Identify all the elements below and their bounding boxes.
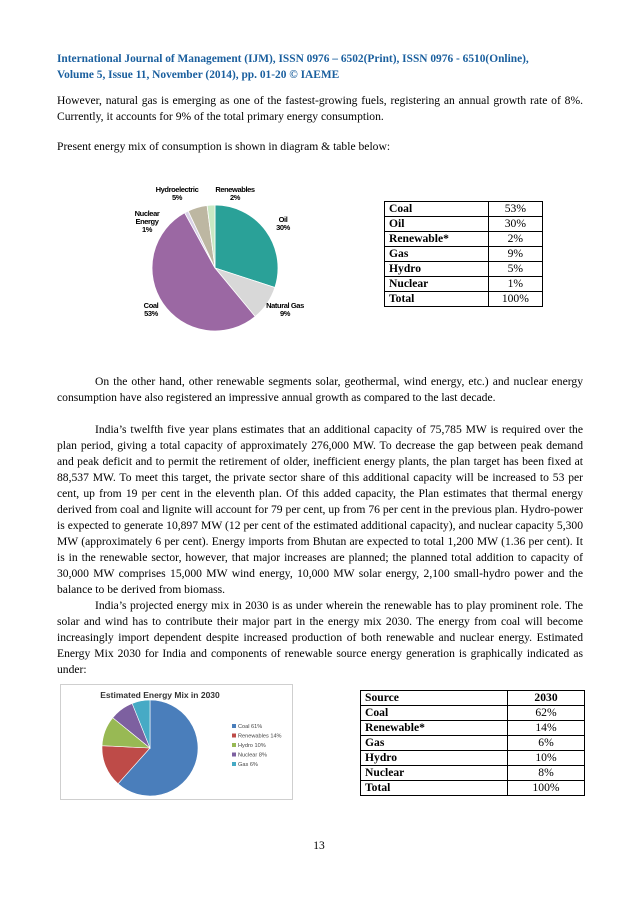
table-row (385, 202, 543, 217)
energy-mix-2030-table (360, 690, 585, 796)
table-row (361, 766, 585, 781)
table-cell-value: 100% (488, 292, 542, 307)
table-cell-value: 5% (488, 262, 542, 277)
table-row (385, 277, 543, 292)
chart-2030-title: Estimated Energy Mix in 2030 (100, 690, 220, 700)
table-cell-source: Renewable* (385, 232, 489, 247)
table-row (385, 232, 543, 247)
pie-label-nuclear-energy: Nuclear Energy 1% (134, 209, 160, 234)
table-row (385, 247, 543, 262)
pie-label-coal: Coal 53% (143, 301, 159, 318)
table-cell-source: Nuclear (385, 277, 489, 292)
legend-label: Gas 6% (238, 762, 258, 768)
legend-swatch (232, 753, 236, 757)
legend-swatch (232, 724, 236, 728)
table-cell-value: 30% (488, 217, 542, 232)
table-header-cell: 2030 (508, 691, 585, 706)
table-row (361, 706, 585, 721)
table-cell-source: Hydro (385, 262, 489, 277)
paragraph-energy-mix-intro: Present energy mix of consumption is shown in diagram & table below: (57, 140, 391, 153)
table2-header-row (361, 691, 585, 706)
table-row (361, 751, 585, 766)
table-cell-value: 62% (508, 706, 585, 721)
table-cell-source: Total (385, 292, 489, 307)
journal-header-line-2: Volume 5, Issue 11, November (2014), pp. 01-20 © IAEME (57, 69, 340, 81)
legend-label: Nuclear 8% (238, 752, 267, 759)
table-cell-source: Oil (385, 217, 489, 232)
table-cell-value: 9% (488, 247, 542, 262)
table-cell-source: Nuclear (361, 766, 508, 781)
legend-label: Hydro 10% (238, 743, 266, 749)
journal-header-line-1: International Journal of Management (IJM), ISSN 0976 – 6502(Print), ISSN 0976 - 6510(Online), (57, 53, 529, 65)
legend-swatch (232, 743, 236, 747)
pie-label-renewables: Renewables 2% (215, 185, 255, 202)
table-cell-value: 10% (508, 751, 585, 766)
table-cell-value: 100% (508, 781, 585, 796)
journal-header (57, 51, 583, 83)
table-cell-value: 14% (508, 721, 585, 736)
legend-label: Renewables 14% (238, 733, 282, 740)
table-cell-source: Renewable* (361, 721, 508, 736)
table-header-cell: Source (361, 691, 508, 706)
pie-label-oil: Oil 30% (276, 215, 290, 232)
page-number: 13 (313, 840, 325, 852)
table-row (385, 217, 543, 232)
paragraph-renewable-growth: On the other hand, other renewable segments solar, geothermal, wind energy, etc.) and nuclear energy consumption have also registered an impressive annual growth as compared to the last decade. (57, 375, 583, 404)
table-row (361, 721, 585, 736)
table-cell-source: Gas (361, 736, 508, 751)
legend-swatch (232, 762, 236, 766)
table-cell-source: Total (361, 781, 508, 796)
table-cell-source: Coal (361, 706, 508, 721)
paragraph-projected-mix-2030: India’s projected energy mix in 2030 is as under wherein the renewable has to play prominent role. The solar and wind has to contribute their major part in the energy mix 2030. The energy from coal will become increasingly import dependent despite increased production of both renewable and nuclear energy. Estimated Energy Mix 2030 for India and components of renewable source energy generation is graphically indicated as under: (57, 599, 583, 676)
estimated-energy-mix-2030-chart (60, 684, 293, 800)
table-cell-value: 6% (508, 736, 585, 751)
table-cell-source: Gas (385, 247, 489, 262)
present-energy-mix-table (384, 201, 543, 307)
legend-swatch (232, 734, 236, 738)
table-cell-value: 53% (488, 202, 542, 217)
pie-label-hydroelectric: Hydroelectric 5% (155, 185, 199, 202)
table-row (361, 781, 585, 796)
table-cell-value: 2% (488, 232, 542, 247)
table-row (361, 736, 585, 751)
paragraph-natural-gas: However, natural gas is emerging as one of the fastest-growing fuels, registering an annual growth rate of 8%. Currently, it accounts for 9% of the total primary energy consumption. (57, 94, 583, 123)
table-cell-value: 1% (488, 277, 542, 292)
pie-label-natural-gas: Natural Gas 9% (266, 301, 304, 318)
table-cell-value: 8% (508, 766, 585, 781)
table-row (385, 262, 543, 277)
table-cell-source: Coal (385, 202, 489, 217)
table-cell-source: Hydro (361, 751, 508, 766)
table-row (385, 292, 543, 307)
present-energy-mix-pie-chart (125, 180, 335, 340)
legend-label: Coal 61% (238, 724, 263, 730)
paragraph-twelfth-plan: India’s twelfth five year plans estimates that an additional capacity of 75,785 MW is required over the plan period, giving a total capacity of approximately 276,000 MW. To decrease the gap between peak demand and peak deficit and to permit the retirement of older, inefficient energy plants, the plan target has been fixed at 88,537 MW. To meet this target, the private sector share of this additional capacity will be increased to 53 per cent, up from 19 per cent in the eleventh plan. Of this added capacity, the Plan estimates that thermal energy derived from coal and lignite will account for 79 per cent, up from 76 per cent in the previous plan. Hydro-power is expected to generate 10,897 MW (12 per cent of the estimated additional capacity), and nuclear capacity 5,300 MW (approximately 6 per cent). Energy imports from Bhutan are expected to total 1,200 MW (1.36 per cent). It is in the renewable sector, however, that major increases are planned; the planned total addition to capacity of 30,000 MW comprises 15,000 MW wind energy, 10,000 MW solar energy, 2,100 small-hydro power and the balance to be derived from biomass. (57, 423, 583, 596)
